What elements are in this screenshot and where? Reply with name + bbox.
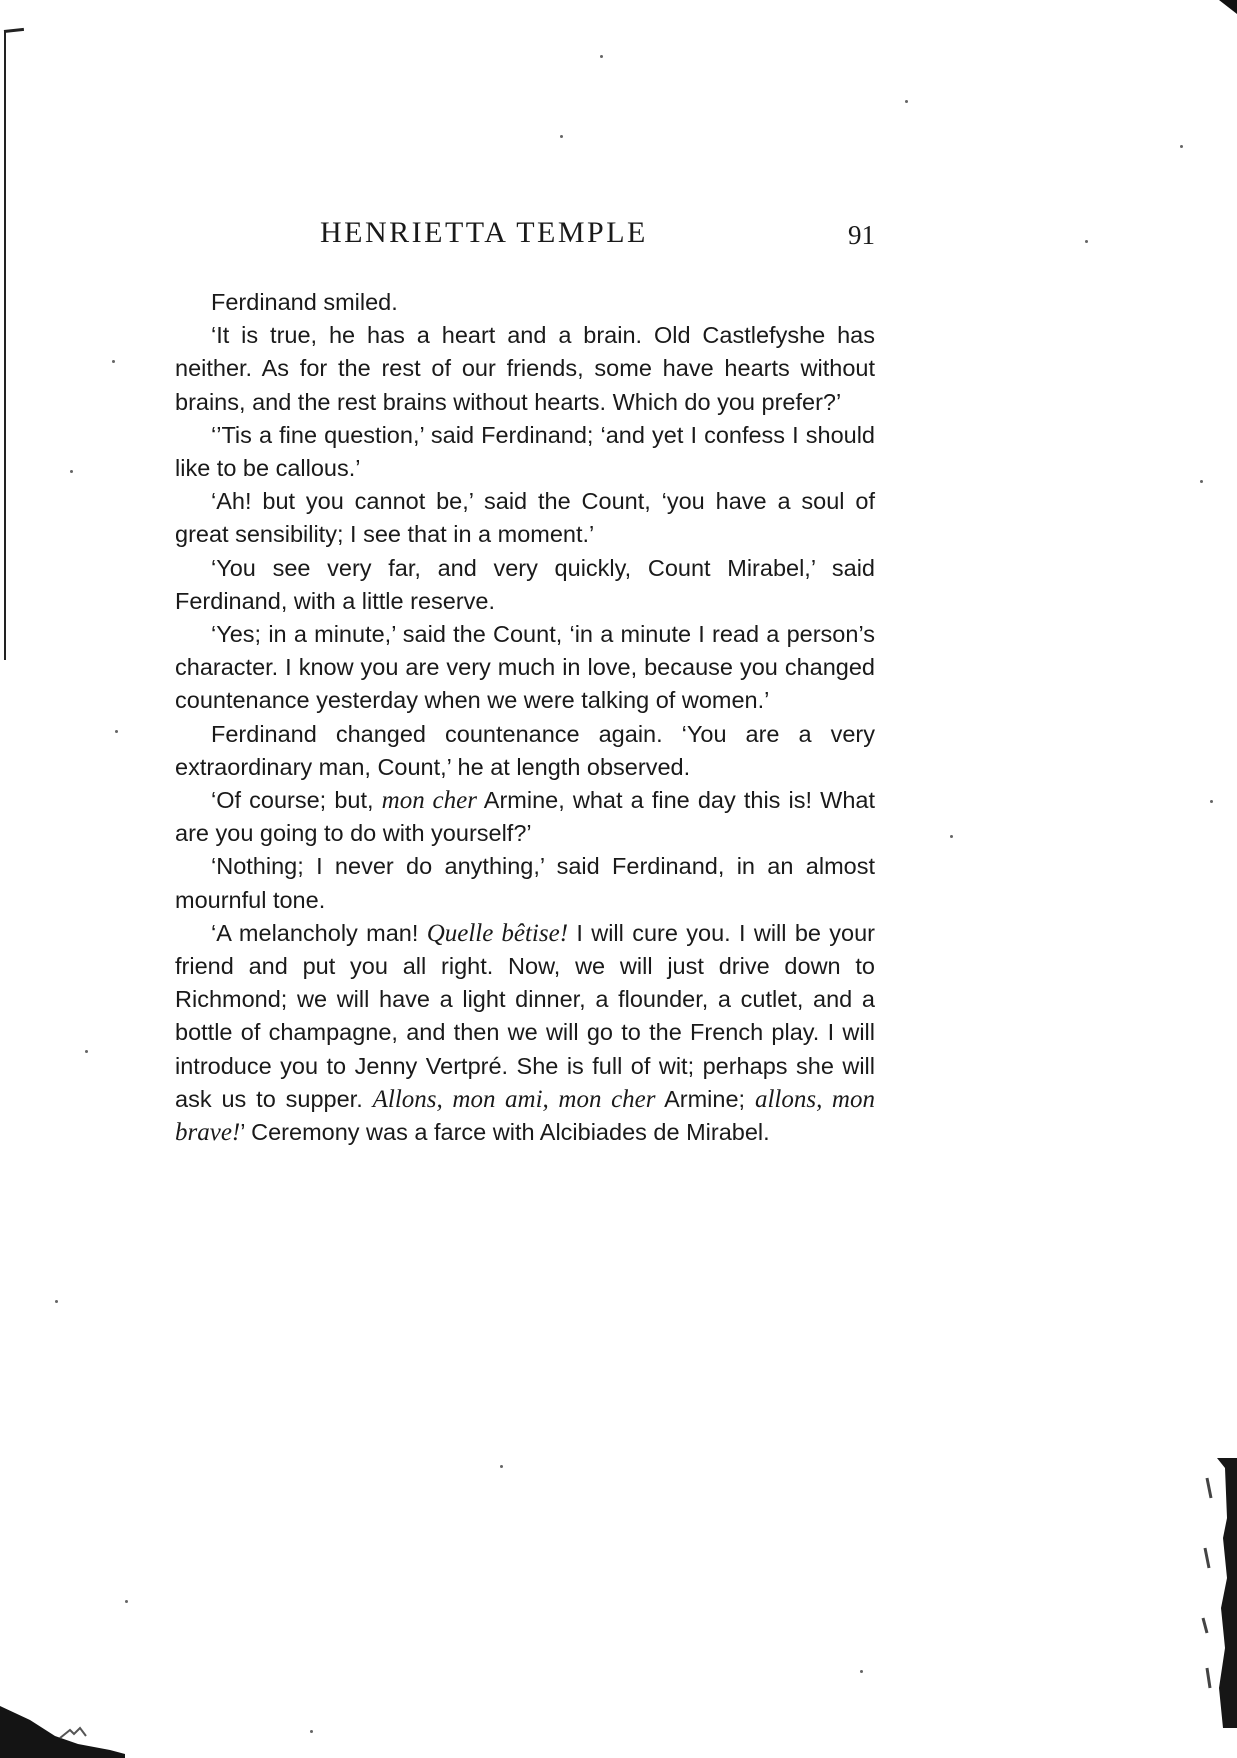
text-run: Ferdinand changed countenance again. ‘You are a very extraordinary man, Count,’ he at length observed. <box>175 720 875 780</box>
paragraph <box>175 419 875 485</box>
text-run: ‘Yes; in a minute,’ said the Count, ‘in a minute I read a person’s character. I know you are very much in love, because you changed countenance yesterday when we were talking of women.’ <box>175 621 875 714</box>
body-text <box>175 286 875 1149</box>
text-run: ‘You see very far, and very quickly, Count Mirabel,’ said Ferdinand, with a little reserve. <box>175 554 875 614</box>
scan-margin-rule <box>4 30 6 660</box>
scan-speck <box>600 55 603 58</box>
text-run: ’ Ceremony was a farce with Alcibiades de Mirabel. <box>240 1119 770 1146</box>
paragraph <box>175 552 875 618</box>
text-run: ‘Nothing; I never do anything,’ said Ferdinand, in an almost mournful tone. <box>175 853 875 913</box>
text-run: Armine; <box>655 1085 755 1112</box>
scan-speck <box>310 1730 313 1733</box>
scan-corner-mark <box>1219 0 1237 14</box>
text-run: ‘Of course; but, <box>211 787 382 814</box>
text-run: Armine, what a fine day this is! What are you going to do with yourself?’ <box>175 787 875 847</box>
paragraph <box>175 286 875 319</box>
scan-speck <box>1180 145 1183 148</box>
paragraph <box>175 917 875 1149</box>
scan-artifact-right-edge <box>1177 1458 1237 1728</box>
scan-speck <box>85 1050 88 1053</box>
paragraph <box>175 485 875 551</box>
running-title: HENRIETTA TEMPLE <box>320 216 648 249</box>
italic-text: mon cher <box>381 787 477 815</box>
text-run: ‘’Tis a fine question,’ said Ferdinand; ‘and yet I confess I should like to be callous.’ <box>175 421 875 482</box>
paragraph <box>175 718 875 784</box>
scan-speck <box>112 360 115 363</box>
scan-speck <box>70 470 73 473</box>
italic-text: Quelle bêtise! <box>426 919 569 947</box>
scan-speck <box>905 100 908 103</box>
paragraph <box>175 784 875 850</box>
paragraph <box>175 618 875 718</box>
scan-artifact-bottom-left <box>0 1698 130 1758</box>
running-head <box>175 216 875 256</box>
scan-speck <box>1210 800 1213 803</box>
scan-speck <box>1200 480 1203 483</box>
paragraph <box>175 319 875 419</box>
scan-speck <box>500 1465 503 1468</box>
text-run: ‘It is true, he has a heart and a brain. Old Castlefyshe has neither. As for the rest of our friends, some have hearts without brains, and the rest brains without hearts. Which do you prefer?’ <box>175 322 875 415</box>
scan-speck <box>1085 240 1088 243</box>
text-run: Ferdinand smiled. <box>211 289 398 315</box>
scan-speck <box>860 1670 863 1673</box>
scan-margin-rule-top <box>4 28 24 33</box>
scan-speck <box>950 835 953 838</box>
scan-speck <box>125 1600 128 1603</box>
scan-speck <box>560 135 563 138</box>
italic-text: Allons, mon ami, mon cher <box>372 1085 656 1113</box>
scan-speck <box>115 730 118 733</box>
scan-speck <box>55 1300 58 1303</box>
text-run: I will cure you. I will be your friend and put you all right. Now, we will just drive down to Richmond; we will have a light dinner, a flounder, a cutlet, and a bottle of champagne, and then we will go to the French play. I will introduce you to Jenny Vertpré. She is full of wit; perhaps she will ask us to supper. <box>175 919 876 1112</box>
paragraph <box>175 850 875 916</box>
italic-text: allons, mon brave! <box>175 1085 875 1147</box>
text-run: ‘A melancholy man! <box>211 919 427 946</box>
page-number: 91 <box>848 220 875 250</box>
text-run: ‘Ah! but you cannot be,’ said the Count, ‘you have a soul of great sensibility; I see that in a moment.’ <box>175 488 875 548</box>
